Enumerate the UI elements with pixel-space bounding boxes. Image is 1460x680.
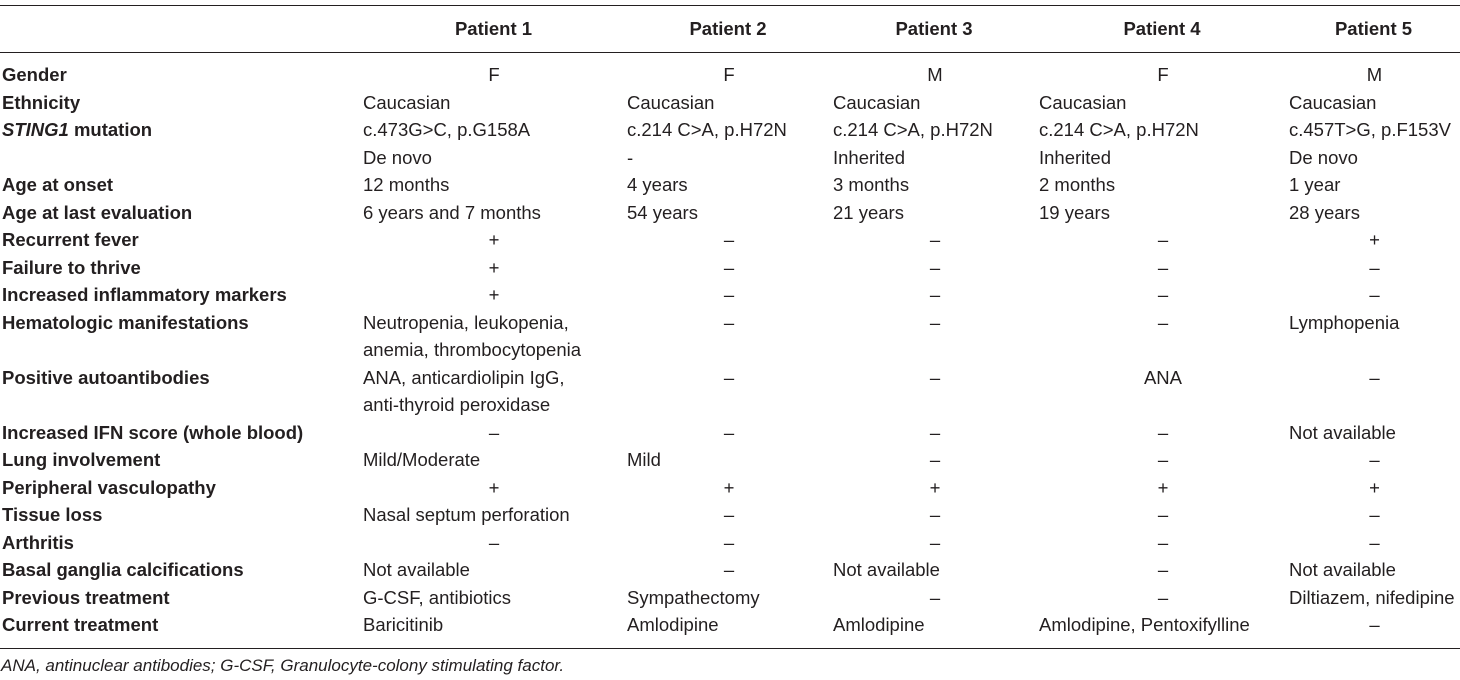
cell-patient-2: – — [723, 421, 735, 443]
cell-patient-5: Not available — [1289, 559, 1396, 580]
cell-patient-3 — [831, 391, 1037, 419]
cell-patient-2: Sympathectomy — [627, 586, 760, 608]
header-patient-3: Patient 3 — [895, 18, 973, 39]
cell-patient-5: – — [1369, 256, 1380, 278]
cell-patient-1: F — [488, 64, 500, 85]
row-label — [0, 391, 362, 419]
row-label: Recurrent fever — [2, 229, 139, 250]
cell-patient-3: – — [929, 284, 941, 305]
cell-patient-1: anemia, thrombocytopenia — [363, 339, 582, 360]
row-label-rest: mutation — [68, 119, 153, 140]
cell-patient-2 — [625, 336, 831, 364]
row-label — [0, 336, 362, 364]
header-patient-1: Patient 1 — [454, 18, 533, 39]
cell-patient-3: Not available — [833, 559, 940, 580]
cell-patient-1: + — [488, 476, 500, 498]
cell-patient-2: – — [723, 531, 735, 553]
cell-patient-5: + — [1369, 476, 1380, 498]
table-row — [0, 611, 1460, 639]
row-label-gene: STING1 — [2, 119, 69, 140]
row-label: Previous treatment — [2, 586, 170, 608]
cell-patient-1: anti-thyroid peroxidase — [363, 394, 551, 415]
table-row — [0, 199, 1460, 227]
cell-patient-1: + — [488, 284, 500, 305]
cell-patient-3: – — [929, 311, 941, 333]
cell-patient-2: – — [723, 256, 735, 278]
row-label: Age at last evaluation — [2, 201, 193, 223]
cell-patient-1: Baricitinib — [363, 614, 444, 635]
table-row — [0, 116, 1460, 144]
cell-patient-1: Caucasian — [363, 91, 451, 113]
cell-patient-1: – — [488, 421, 500, 443]
cell-patient-5: 28 years — [1289, 201, 1360, 223]
row-label: Arthritis — [2, 531, 74, 553]
row-label: Current treatment — [2, 614, 159, 635]
cell-patient-3: + — [929, 476, 941, 498]
row-label: Increased inflammatory markers — [2, 284, 287, 305]
cell-patient-2: – — [723, 559, 735, 580]
cell-patient-5: c.457T>G, p.F153V — [1289, 119, 1451, 140]
cell-patient-5: – — [1369, 531, 1380, 553]
cell-patient-4 — [1037, 391, 1287, 419]
cell-patient-1: ANA, anticardiolipin IgG, — [363, 366, 565, 388]
cell-patient-5: – — [1369, 366, 1380, 388]
table-body — [0, 52, 1460, 639]
cell-patient-2: Caucasian — [627, 91, 715, 113]
cell-patient-2: Mild — [627, 449, 661, 470]
cell-patient-5: M — [1366, 64, 1383, 85]
patient-table — [0, 6, 1460, 639]
header-patient-2: Patient 2 — [689, 18, 767, 39]
cell-patient-4: Caucasian — [1039, 91, 1127, 113]
cell-patient-5: 1 year — [1289, 174, 1341, 195]
row-label: Age at onset — [2, 174, 114, 195]
cell-patient-3: – — [929, 229, 941, 250]
row-label — [0, 116, 362, 144]
cell-patient-2: 4 years — [627, 174, 688, 195]
cell-patient-5: Not available — [1289, 421, 1396, 443]
cell-patient-1: + — [488, 229, 500, 250]
table-row — [0, 144, 1460, 172]
cell-patient-4: 2 months — [1039, 174, 1116, 195]
table-row — [0, 281, 1460, 309]
table-row — [0, 584, 1460, 612]
table-row — [0, 446, 1460, 474]
cell-patient-5: Lymphopenia — [1289, 311, 1400, 333]
cell-patient-4: 19 years — [1039, 201, 1110, 223]
cell-patient-4: – — [1157, 531, 1169, 553]
cell-patient-4: – — [1157, 586, 1169, 608]
cell-patient-3: – — [929, 586, 941, 608]
table-footnote: ANA, antinuclear antibodies; G-CSF, Granulocyte-colony stimulating factor. — [1, 656, 565, 675]
cell-patient-1: – — [488, 531, 500, 553]
row-label: Positive autoantibodies — [2, 366, 210, 388]
cell-patient-3: Inherited — [833, 146, 905, 168]
table-row — [0, 419, 1460, 447]
cell-patient-2: 54 years — [627, 201, 698, 223]
cell-patient-1: G-CSF, antibiotics — [363, 586, 512, 608]
row-label: Ethnicity — [2, 91, 81, 113]
cell-patient-5: – — [1369, 449, 1380, 470]
cell-patient-3: c.214 C>A, p.H72N — [833, 119, 993, 140]
header-patient-4: Patient 4 — [1123, 18, 1201, 39]
cell-patient-2: – — [723, 284, 735, 305]
row-label: Hematologic manifestations — [2, 311, 249, 333]
cell-patient-1: Nasal septum perforation — [363, 504, 570, 525]
cell-patient-4: – — [1157, 504, 1169, 525]
cell-patient-2: – — [723, 504, 735, 525]
table-row — [0, 171, 1460, 199]
row-label — [0, 144, 362, 172]
cell-patient-1: 6 years and 7 months — [363, 201, 541, 223]
cell-patient-2: Amlodipine — [627, 614, 719, 635]
cell-patient-1: Neutropenia, leukopenia, — [363, 311, 569, 333]
cell-patient-4: – — [1157, 421, 1169, 443]
cell-patient-2: F — [723, 64, 735, 85]
cell-patient-2: c.214 C>A, p.H72N — [627, 119, 787, 140]
cell-patient-4: ANA — [1143, 366, 1183, 388]
table-row — [0, 336, 1460, 364]
table-row — [0, 501, 1460, 529]
header-patient-5: Patient 5 — [1334, 18, 1413, 39]
cell-patient-3: M — [927, 64, 943, 85]
cell-patient-3: Amlodipine — [833, 614, 925, 635]
table-row — [0, 89, 1460, 117]
row-label: Lung involvement — [2, 449, 161, 470]
cell-patient-4: – — [1157, 311, 1169, 333]
cell-patient-2: + — [723, 476, 735, 498]
cell-patient-1: Mild/Moderate — [363, 449, 481, 470]
cell-patient-1: De novo — [363, 146, 432, 168]
cell-patient-5: De novo — [1289, 146, 1358, 168]
cell-patient-5: – — [1369, 614, 1380, 635]
cell-patient-3: Caucasian — [833, 91, 921, 113]
cell-patient-5: – — [1369, 284, 1380, 305]
cell-patient-1: c.473G>C, p.G158A — [363, 119, 531, 140]
cell-patient-4: – — [1157, 559, 1169, 580]
cell-patient-2: - — [627, 146, 634, 168]
cell-patient-5: + — [1369, 229, 1380, 250]
cell-patient-3: 21 years — [833, 201, 904, 223]
cell-patient-1: 12 months — [363, 174, 450, 195]
cell-patient-2: – — [723, 311, 735, 333]
cell-patient-2: – — [723, 366, 735, 388]
cell-patient-4: F — [1157, 64, 1169, 85]
row-label: Gender — [2, 64, 67, 85]
bottom-rule — [0, 648, 1460, 649]
cell-patient-4: – — [1157, 284, 1169, 305]
cell-patient-4: c.214 C>A, p.H72N — [1039, 119, 1199, 140]
cell-patient-4: – — [1157, 256, 1169, 278]
table-row — [0, 556, 1460, 584]
table-row — [0, 52, 1460, 89]
cell-patient-2 — [625, 391, 831, 419]
cell-patient-3: – — [929, 366, 941, 388]
cell-patient-4: – — [1157, 229, 1169, 250]
cell-patient-1: Not available — [363, 559, 470, 580]
cell-patient-4: Inherited — [1039, 146, 1111, 168]
row-label: Basal ganglia calcifications — [2, 559, 244, 580]
cell-patient-3: – — [929, 421, 941, 443]
cell-patient-3: 3 months — [833, 174, 910, 195]
cell-patient-4 — [1037, 336, 1287, 364]
cell-patient-1: + — [488, 256, 500, 278]
cell-patient-4: Amlodipine, Pentoxifylline — [1039, 614, 1250, 635]
cell-patient-3: – — [929, 449, 941, 470]
row-label: Failure to thrive — [2, 256, 141, 278]
cell-patient-5 — [1287, 391, 1460, 419]
table-row — [0, 474, 1460, 502]
cell-patient-4: – — [1157, 449, 1169, 470]
row-label: Peripheral vasculopathy — [2, 476, 216, 498]
table-row — [0, 309, 1460, 337]
cell-patient-3: – — [929, 504, 941, 525]
table-row — [0, 226, 1460, 254]
table-row — [0, 364, 1460, 392]
cell-patient-3: – — [929, 256, 941, 278]
cell-patient-2: – — [723, 229, 735, 250]
row-label: Increased IFN score (whole blood) — [2, 421, 304, 443]
cell-patient-5: Diltiazem, nifedipine — [1289, 586, 1455, 608]
row-label: Tissue loss — [2, 504, 103, 525]
header-cell-empty — [0, 6, 362, 52]
cell-patient-5: – — [1369, 504, 1380, 525]
table-row — [0, 391, 1460, 419]
table-row — [0, 254, 1460, 282]
cell-patient-3 — [831, 336, 1037, 364]
table-row — [0, 529, 1460, 557]
cell-patient-5 — [1287, 336, 1460, 364]
header-row — [0, 6, 1460, 52]
cell-patient-4: + — [1157, 476, 1169, 498]
cell-patient-5: Caucasian — [1289, 91, 1377, 113]
cell-patient-3: – — [929, 531, 941, 553]
